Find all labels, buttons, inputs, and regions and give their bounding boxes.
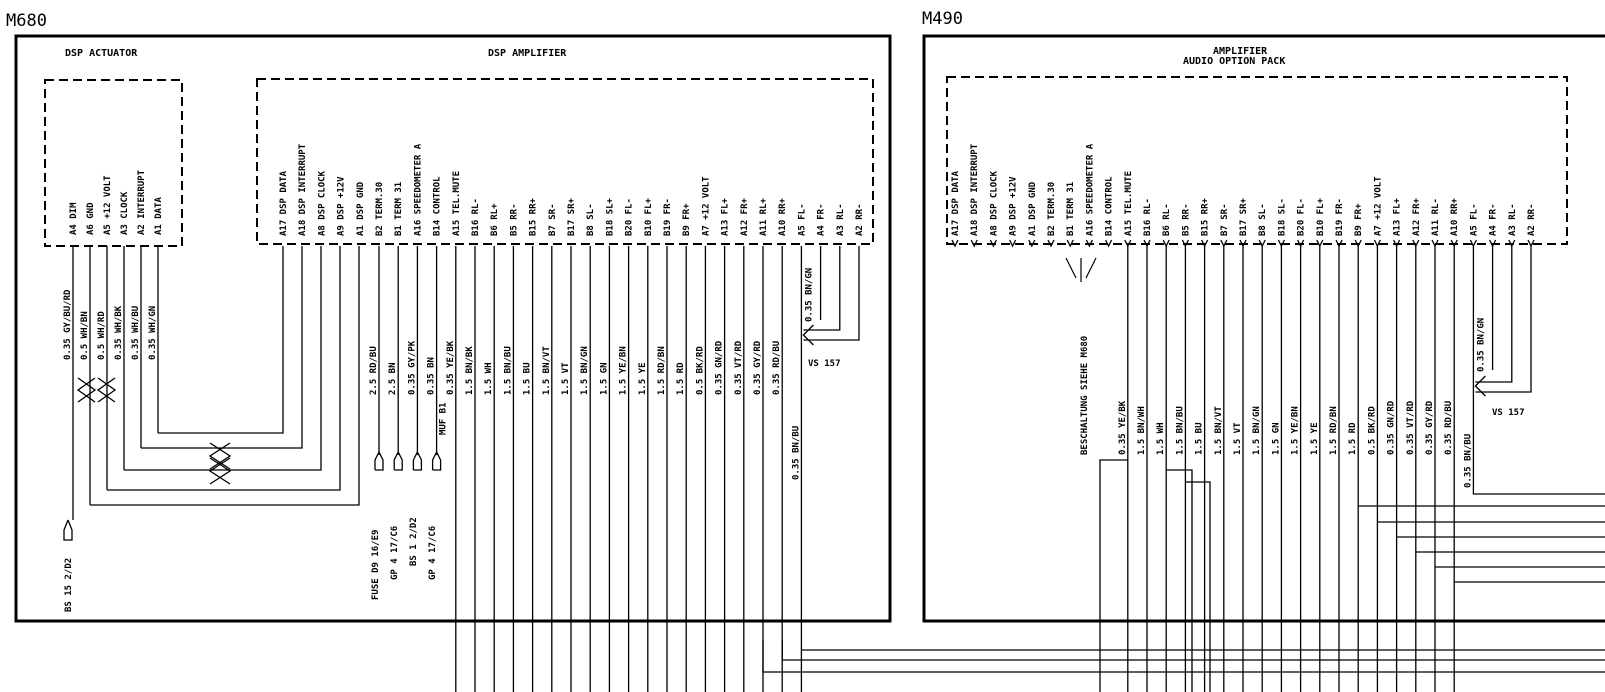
m680-speaker-wire-label-5: 1.5 BN/VT	[541, 346, 552, 395]
m490-speaker-wire-label-9: 1.5 YE/BN	[1290, 406, 1301, 455]
m490-speaker-wire-label-14: 0.35 GN/RD	[1386, 400, 1397, 455]
m490-amplifier-title-1: AMPLIFIER	[1213, 46, 1268, 57]
m490-pin-A2-30: A2 RR-	[1527, 203, 1537, 236]
m490-pin-B7-14: B7 SR-	[1219, 203, 1230, 236]
m490-ground-top-label: 0.35 BN/GN	[1476, 317, 1487, 372]
actuator-wire-label-5: 0.35 WH/GN	[148, 305, 158, 360]
m490-speaker-wire-label-5: 1.5 BN/VT	[1213, 406, 1224, 455]
m680-ground-arrow	[803, 325, 813, 345]
actuator-wire-label-4: 0.35 WH/BU	[131, 305, 141, 360]
m490-pin-tick-14	[1221, 240, 1227, 246]
power-wire-label-1: 2.5 BN	[388, 362, 399, 395]
m490-pin-A15-9: A15 TEL.MUTE	[1123, 170, 1134, 236]
muf-label: MUF B1	[438, 402, 449, 435]
amp-pin-A18-1: A18 DSP INTERRUPT	[298, 143, 309, 236]
amp-pin-B8-16: B8 SL-	[586, 203, 597, 236]
m680-speaker-wire-label-13: 0.5 BK/RD	[695, 346, 706, 395]
m680-speaker-wire-label-4: 1.5 BU	[522, 362, 533, 395]
actuator-pin-A5-2: A5 +12 VOLT	[103, 175, 113, 235]
m490-speaker-wire-label-16: 0.35 GY/RD	[1425, 400, 1435, 455]
actuator-wire-label-3: 0.35 WH/BK	[114, 305, 124, 360]
m490-pin-A3-29: A3 RL-	[1507, 203, 1518, 236]
amp-pin-B10-19: B10 FL+	[643, 198, 654, 236]
amp-pin-B9-21: B9 FR+	[682, 203, 693, 236]
m490-pin-A7-22: A7 +12 VOLT	[1373, 176, 1384, 236]
actuator-wire-label-0: 0.35 GY/BU/RD	[63, 289, 73, 360]
link-12v	[107, 246, 340, 490]
m490-pin-tick-0	[952, 240, 958, 246]
amp-pin-B2-5: B2 TERM.30	[375, 181, 385, 236]
m490-amplifier-title-2: AUDIO OPTION PACK	[1183, 56, 1286, 67]
m490-note: BESCHALTUNG SIEHE M680	[1080, 335, 1090, 455]
m680-speaker-wire-label-3: 1.5 BN/BU	[503, 346, 514, 395]
m490-pin-tick-3	[1010, 240, 1016, 246]
amp-pin-A8-2: A8 DSP CLOCK	[317, 170, 328, 236]
m680-speaker-wire-label-12: 1.5 RD	[676, 362, 687, 395]
m490-pin-A12-24: A12 FR+	[1411, 198, 1422, 236]
m490-ground-bottom-label: 0.35 BN/BU	[1463, 433, 1474, 488]
m490-pin-B15-13: B15 RR+	[1200, 198, 1211, 236]
m490-pin-B1-6: B1 TERM 31	[1066, 181, 1077, 236]
m490-pin-B9-21: B9 FR+	[1354, 203, 1365, 236]
m490-speaker-wire-label-4: 1.5 BU	[1194, 422, 1205, 455]
m490-pin-B20-18: B20 FL-	[1296, 198, 1307, 236]
m490-pin-A18-1: A18 DSP INTERRUPT	[970, 143, 981, 236]
m680-speaker-wire-label-7: 1.5 BN/GN	[580, 346, 591, 395]
amp-pin-A16-7: A16 SPEEDOMETER A	[413, 143, 424, 236]
wires-layer	[64, 240, 1605, 692]
m490-pin-B6-11: B6 RL-	[1162, 203, 1173, 236]
m680-speaker-wire-label-6: 1.5 VT	[561, 362, 571, 395]
amp-pin-B7-14: B7 SR-	[547, 203, 558, 236]
m490-splice-label: VS 157	[1492, 408, 1525, 418]
m490-pin-A4-28: A4 FR-	[1488, 203, 1499, 236]
amp-pin-B6-11: B6 RL+	[490, 203, 501, 236]
m490-pin-tick-30	[1528, 240, 1534, 246]
m490-jog-b	[1166, 470, 1192, 692]
m490-speaker-wire-label-10: 1.5 YE	[1309, 422, 1320, 455]
m490-pin-A11-25: A11 RL-	[1431, 198, 1441, 236]
m490-pin-B14-8: B14 CONTROL	[1104, 176, 1115, 236]
amp-pin-B5-12: B5 RR-	[509, 203, 520, 236]
amp-pin-B20-18: B20 FL-	[624, 198, 635, 236]
amp-pin-A2-30: A2 RR-	[855, 203, 865, 236]
m490-pin-A16-7: A16 SPEEDOMETER A	[1085, 143, 1096, 236]
m490-note-arrow	[1066, 258, 1096, 282]
m490-speaker-wire-label-12: 1.5 RD	[1348, 422, 1359, 455]
m490-pin-B16-10: B16 RL-	[1143, 198, 1153, 236]
m680-speaker-wire-label-15: 0.35 VT/RD	[733, 340, 744, 395]
m490-speaker-wire-label-3: 1.5 BN/BU	[1175, 406, 1186, 455]
m680-ground-bottom-label: 0.35 BN/BU	[791, 425, 802, 480]
amp-pin-A12-24: A12 FR+	[739, 198, 750, 236]
m490-pin-tick-19	[1317, 240, 1323, 246]
m490-speaker-wire-label-11: 1.5 RD/BN	[1329, 406, 1339, 455]
m490-pin-tick-8	[1106, 240, 1112, 246]
actuator-pin-A6-1: A6 GND	[86, 202, 96, 235]
m680-speaker-wire-label-2: 1.5 WH	[484, 362, 495, 395]
twist-a	[78, 378, 95, 402]
m490-speaker-wire-label-6: 1.5 VT	[1233, 422, 1243, 455]
m680-speaker-wire-label-9: 1.5 YE/BN	[618, 346, 629, 395]
m490-pin-A13-23: A13 FL+	[1392, 198, 1403, 236]
amp-pin-A5-27: A5 FL-	[797, 203, 808, 236]
m680-id: M680	[6, 11, 47, 31]
m490-pin-A17-0: A17 DSP DATA	[951, 170, 961, 236]
actuator-ref: BS 15 2/D2	[64, 557, 74, 612]
twist-b	[78, 378, 95, 402]
m490-pin-tick-11	[1163, 240, 1169, 246]
amp-pin-A10-26: A10 RR+	[778, 198, 789, 236]
amp-pin-B1-6: B1 TERM 31	[394, 181, 405, 236]
actuator-pin-A3-3: A3 CLOCK	[120, 191, 130, 235]
m490-speaker-wire-label-13: 0.5 BK/RD	[1367, 406, 1378, 455]
m680-ground-top-label: 0.35 BN/GN	[804, 267, 815, 322]
m490-pin-A1-4: A1 DSP GND	[1027, 181, 1038, 236]
m490-speaker-wire-label-17: 0.35 RD/BU	[1444, 400, 1455, 455]
amp-pin-A13-23: A13 FL+	[720, 198, 731, 236]
m490-pin-B2-5: B2 TERM.30	[1047, 181, 1057, 236]
m490-id: M490	[922, 9, 963, 29]
ref-gp4-b: GP 4 17/C6	[428, 525, 438, 580]
amp-pin-B18-17: B18 SL+	[605, 198, 616, 236]
m490-pin-tick-6	[1067, 240, 1073, 246]
m490-frame	[924, 36, 1605, 621]
m490-ground-arrow	[1475, 376, 1485, 396]
actuator-pin-A4-0: A4 DIM	[69, 202, 79, 235]
m490-speaker-wire-label-0: 0.35 YE/BK	[1117, 400, 1128, 455]
link-data	[158, 246, 283, 433]
actuator-pin-A2-4: A2 INTERRUPT	[137, 169, 147, 235]
m490-pin-tick-22	[1374, 240, 1380, 246]
m490-pin-tick-27	[1470, 240, 1476, 246]
m490-speaker-wire-label-7: 1.5 BN/GN	[1252, 406, 1263, 455]
m490-pin-B5-12: B5 RR-	[1181, 203, 1192, 236]
m680-speaker-wire-label-8: 1.5 GN	[599, 362, 610, 395]
amp-pin-A11-25: A11 RL+	[759, 198, 769, 236]
amp-pin-B16-10: B16 RL-	[471, 198, 481, 236]
m490-pin-A10-26: A10 RR+	[1450, 198, 1461, 236]
amp-pin-B17-15: B17 SR+	[567, 198, 577, 236]
m490-pin-B10-19: B10 FL+	[1315, 198, 1326, 236]
m490-jog-a	[1100, 460, 1128, 692]
actuator-wire-label-1: 0.5 WH/BN	[80, 311, 90, 360]
actuator-gnd-connector	[64, 520, 72, 540]
amp-pin-B14-8: B14 CONTROL	[432, 176, 443, 236]
m680-speaker-wire-label-14: 0.35 GN/RD	[714, 340, 725, 395]
m680-splice-label: VS 157	[808, 359, 841, 369]
m680-speaker-wire-label-1: 1.5 BN/BK	[465, 346, 475, 395]
actuator-wire-label-2: 0.5 WH/RD	[97, 311, 107, 360]
amp-pin-A15-9: A15 TEL.MUTE	[451, 170, 462, 236]
m680-route-b	[763, 640, 1605, 672]
actuator-pin-A1-5: A1 DATA	[154, 197, 164, 235]
m680-speaker-wire-label-16: 0.35 GY/RD	[753, 340, 763, 395]
m490-pin-A8-2: A8 DSP CLOCK	[989, 170, 1000, 236]
m490-pin-A9-3: A9 DSP +12V	[1008, 176, 1019, 236]
dsp-amplifier-title: DSP AMPLIFIER	[488, 48, 567, 59]
amp-pin-B19-20: B19 FR-	[663, 198, 673, 236]
amp-pin-A4-28: A4 FR-	[816, 203, 827, 236]
ref-gp4-a: GP 4 17/C6	[390, 525, 400, 580]
power-wire-label-0: 2.5 RD/BU	[369, 346, 379, 395]
m490-pin-A5-27: A5 FL-	[1469, 203, 1480, 236]
m490-speaker-wire-label-15: 0.35 VT/RD	[1405, 400, 1416, 455]
m680-speaker-wire-label-10: 1.5 YE	[637, 362, 648, 395]
power-wire-label-2: 0.35 GY/PK	[407, 340, 418, 395]
amp-pin-A9-3: A9 DSP +12V	[336, 176, 347, 236]
m490-speaker-wire-label-2: 1.5 WH	[1156, 422, 1167, 455]
m490-pin-tick-16	[1259, 240, 1265, 246]
amp-pin-A7-22: A7 +12 VOLT	[701, 176, 712, 236]
m490-speaker-wire-label-1: 1.5 BN/WH	[1137, 406, 1147, 455]
m490-speaker-wire-label-8: 1.5 GN	[1271, 422, 1282, 455]
ref-bs1: BS 1 2/D2	[409, 517, 419, 566]
amp-pin-A17-0: A17 DSP DATA	[279, 170, 289, 236]
labels-layer	[63, 143, 1537, 488]
m680-speaker-wire-label-17: 0.35 RD/BU	[772, 340, 783, 395]
m490-pin-B19-20: B19 FR-	[1335, 198, 1345, 236]
m490-pin-B17-15: B17 SR+	[1239, 198, 1249, 236]
m490-pin-B18-17: B18 SL-	[1277, 198, 1288, 236]
dsp-actuator-title: DSP ACTUATOR	[65, 48, 138, 59]
power-wire-label-3: 0.35 BN	[426, 357, 437, 395]
amp-pin-A3-29: A3 RL-	[835, 203, 846, 236]
m680-speaker-wire-label-0: 0.35 YE/BK	[445, 340, 456, 395]
ref-fuse: FUSE D9 16/E9	[371, 529, 381, 600]
m490-pin-B8-16: B8 SL-	[1258, 203, 1269, 236]
m680-speaker-wire-label-11: 1.5 RD/BN	[657, 346, 667, 395]
link-interrupt	[141, 246, 302, 448]
amp-pin-A1-4: A1 DSP GND	[355, 181, 366, 236]
amp-pin-B15-13: B15 RR+	[528, 198, 539, 236]
